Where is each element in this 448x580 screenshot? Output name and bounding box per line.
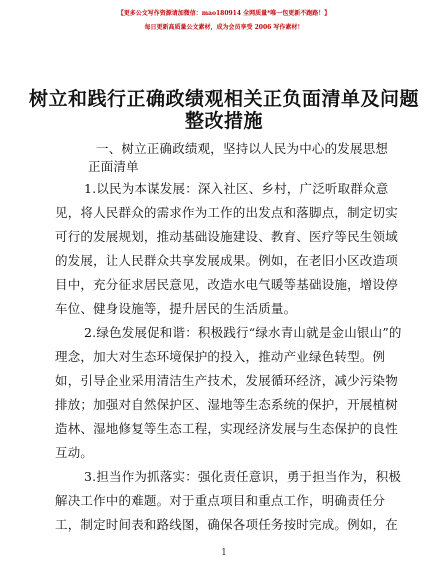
document-title-line-2: 整改措施 (184, 110, 263, 132)
document-title-line-1: 树立和践行正确政绩观相关正负面清单及问题 (28, 88, 419, 110)
item-3-line: 解决工作中的难题。对于重点项目和重点工作，明确责任分 (55, 493, 386, 508)
item-2-line: 互动。 (55, 445, 94, 460)
item-2-line: 造林、湿地修复等生态工程，实现经济发展与生态保护的良性 (55, 421, 398, 436)
item-1-line: 见，将人民群众的需求作为工作的出发点和落脚点，制定切实 (55, 205, 398, 220)
item-1-line: 1.以民为本谋发展：深入社区、乡村，广泛听取群众意 (84, 181, 389, 196)
item-2-line: 理念，加大对生态环境保护的投入，推动产业绿色转型。例 (55, 349, 386, 364)
item-1-line: 的发展，让人民群众共享发展成果。例如，在老旧小区改造项 (55, 253, 398, 268)
promo-banner-line-1: 【更多公文写作资源请加微信：mao180914 全网质量*唯一包更新不跑路！】 (117, 10, 331, 17)
promo-banner-line-2: 每日更新高质量公文素材，成为会员享受 2006 写作素材！ (144, 24, 304, 31)
item-1-line: 目中，充分征求居民意见，改造水电气暖等基础设施，增设停 (55, 277, 398, 292)
positive-list-label: 正面清单 (88, 159, 139, 174)
item-1-line: 车位、健身设施等，提升居民的生活质量。 (55, 301, 297, 316)
page-number: 1 (221, 548, 227, 558)
item-2-line: 如，引导企业采用清洁生产技术，发展循环经济，减少污染物 (55, 373, 398, 388)
item-2-line: 2.绿色发展促和谐：积极践行“绿水青山就是金山银山”的 (84, 325, 402, 340)
item-3-line: 3.担当作为抓落实：强化责任意识，勇于担当作为，积极 (84, 469, 402, 484)
item-3-line: 工，制定时间表和路线图，确保各项任务按时完成。例如，在 (55, 517, 398, 532)
item-2-line: 排放；加强对自然保护区、湿地等生态系统的保护，开展植树 (55, 397, 398, 412)
item-1-line: 可行的发展规划，推动基础设施建设、教育、医疗等民生领域 (55, 229, 398, 244)
section-1-heading: 一、树立正确政绩观，坚持以人民为中心的发展思想 (96, 141, 389, 156)
